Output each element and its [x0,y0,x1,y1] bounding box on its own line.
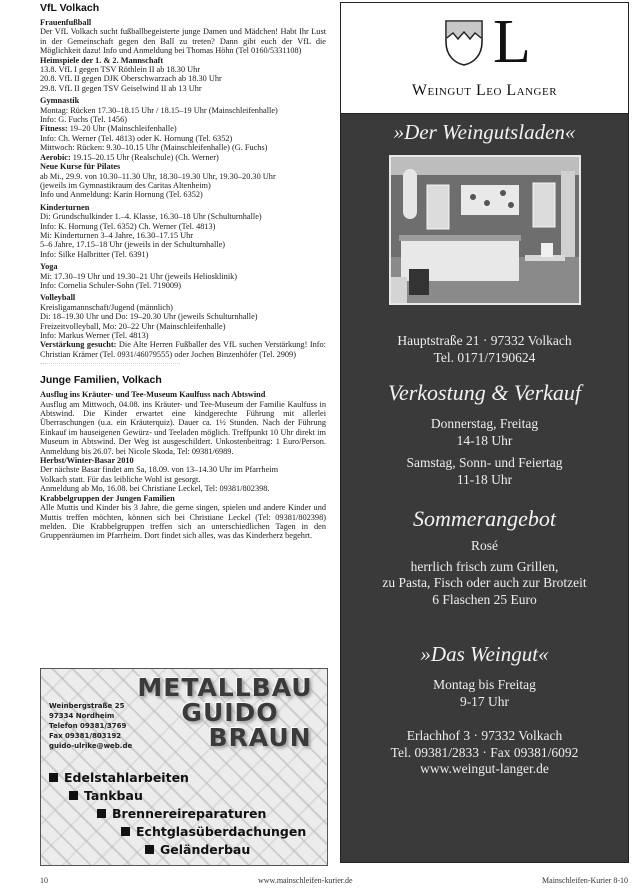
text-line: Mi: 17.30–19 Uhr und 19.30–21 Uhr (jeweils Heliosklinik) [40,271,238,281]
match-line: 29.8. VfL II gegen TSV Geiselwind II ab 13 Uhr [40,83,202,93]
article-heading: Kinderturnen [40,202,90,212]
article-heading: Yoga [40,262,58,272]
text-line: Montag: Rücken 17.30–18.15 Uhr / 18.15–19 Uhr (Mainschleifenhalle) [40,105,278,115]
article-volleyball [40,293,326,359]
article-heading: Krabbelgruppen der Jungen Familien [40,493,175,503]
contact-line: Weinbergstraße 25 [49,702,125,710]
text-line: Di: 18–19.30 Uhr und Do: 19–20.30 Uhr (jeweils Schulturnhalle) [40,312,258,322]
article-heading: Volleyball [40,293,76,303]
contact-line: 97334 Nordheim [49,712,115,720]
service-label: Brennereireparaturen [112,806,267,821]
service-label: Tankbau [84,788,143,803]
logo-letter: L [493,8,531,76]
match-line: 20.8. VfL II gegen DJK Oberschwarzach ab 18.30 Uhr [40,74,222,84]
fitness-text: 19–20 Uhr (Mainschleifenhalle) [67,124,177,134]
article-text: Alle Muttis und Kinder bis 3 Jahre, die gerne singen, spielen und andere Kinder und Muttis treffen möchten, können sich bei Christiane Leckel (Tel: 09381/802398) melden. Die Krabbelgruppen treffen sich an unterschiedlichen Tagen in den Gruppenräumen im Pfarrheim. Dort findet sich alles, was das Kinderherz begehrt. [40,503,326,541]
square-bullet-icon [121,827,130,836]
aerobic-text: 19.15–20.15 Uhr (Realschule) (Ch. Werner) [70,152,219,162]
hours-time: 14-18 Uhr [456,432,513,448]
sommer-line: herrlich frisch zum Grillen, [410,558,559,574]
article-text: Der VfL Volkach sucht fußballbegeisterte junge Damen und Mädchen! Habt Ihr Lust in der Gemeinschaft gegen den Ball zu treten? Dann gibt euch der VfL die Möglichkeit dazu! Info und Anmeldung bei Thomas Höhn (Tel 0160/5331108) [40,27,326,56]
shop-photo [389,155,581,305]
article-heading: Heimspiele der 1. & 2. Mannschaft [40,55,164,65]
article-heading: Gymnastik [40,96,80,106]
service-item [49,823,306,841]
ad-metallbau [40,668,328,866]
verstaerkung-label: Verstärkung gesucht: [40,340,117,350]
text-line: Mittwoch: Rücken: 9.30–10.15 Uhr (Mainschleifenhalle) (G. Fuchs) [40,143,268,153]
square-bullet-icon [145,845,154,854]
weingut-address: Erlachhof 3 · 97332 Volkach [406,728,563,743]
text-line [40,153,326,162]
article-yoga [40,262,326,290]
logo-line: GUIDO [181,698,279,727]
section-title-junge-familien: Junge Familien, Volkach [40,374,162,387]
logo-line: METALLBAU [137,673,313,702]
shop-interior-image [391,157,579,303]
contact-line: Fax 09381/803192 [49,732,122,740]
contact-email: guido-ulrike@web.de [49,742,133,750]
weingut-logo-area [341,3,628,114]
laden-title: »Der Weingutsladen« [393,120,576,144]
text-line: Mi: Kinderturnen 3–4 Jahre, 16.30–17.15 Uhr [40,230,194,240]
article-heading: Neue Kurse für Pilates [40,162,121,172]
logo-line: BRAUN [208,723,312,752]
divider [40,363,180,372]
article-frauenfussball [40,18,326,93]
service-label: Echtglasüberdachungen [136,824,307,839]
shop-phone: Tel. 0171/7190624 [433,349,536,365]
match-line: 13.8. VfL I gegen TSV Röthlein II ab 18.30 Uhr [40,65,201,75]
text-line: Volkach statt. Für das leibliche Wohl ist gesorgt. [40,474,201,484]
text-line: Info und Anmeldung: Karin Hornung (Tel. 6352) [40,190,203,200]
square-bullet-icon [69,791,78,800]
shop-address: Hauptstraße 21 · 97332 Volkach [397,333,572,348]
sommer-offer: 6 Flaschen 25 Euro [432,591,537,607]
weingut-phone-fax: Tel. 09381/2833 · Fax 09381/6092 [390,744,579,760]
text-line: Info: K. Hornung (Tel. 6352) Ch. Werner (Tel. 4813) [40,221,216,231]
text-line: Freizeitvolleyball, Mo: 20–22 Uhr (Mainschleifenhalle) [40,321,226,331]
service-item [49,805,306,823]
service-label: Edelstahlarbeiten [64,770,189,785]
service-item [49,769,306,787]
text-paragraph [40,340,326,359]
metallbau-logo [129,675,321,750]
square-bullet-icon [49,773,58,782]
fitness-label: Fitness: [40,124,68,134]
text-line: 5–6 Jahre, 17.15–18 Uhr (jeweils in der Schulturnhalle) [40,240,226,250]
text-line: (jeweils im Gymnastikraum des Caritas Altenheim) [40,180,211,190]
hours-time: 9-17 Uhr [459,693,510,709]
sommer-title: Sommerangebot [413,506,556,531]
article-heading: Herbst/Winter-Basar 2010 [40,456,134,466]
article-heading: Frauenfußball [40,18,92,27]
issue-label: Mainschleifen-Kurier 8-10 [542,876,628,885]
text-line [40,124,326,133]
hours-days: Montag bis Freitag [433,677,536,692]
article-kinderturnen [40,203,326,259]
weingut-website[interactable]: www.weingut-langer.de [420,761,549,776]
square-bullet-icon [97,809,106,818]
text-line: Info: Cornelia Schuler-Sohn (Tel. 719009) [40,280,181,290]
text-line: Kreisligamannschaft/Jugend (männlich) [40,302,173,312]
text-line: Info: Ch. Werner (Tel. 4813) oder K. Hornung (Tel. 6352) [40,133,233,143]
metallbau-contact [49,701,132,751]
verkostung-title: Verkostung & Verkauf [387,380,582,405]
page-number: 10 [40,876,48,885]
left-column [40,0,326,544]
text-line: Anmeldung ab Mo, 16.08. bei Christiane Leckel, Tel: 09381/802398. [40,484,270,494]
hours-days: Samstag, Sonn- und Feiertag [406,455,563,470]
service-item [49,841,306,859]
footer [0,874,640,888]
ad-weingut [340,2,629,863]
article-gymnastik [40,96,326,199]
hours-time: 11-18 Uhr [456,471,513,487]
footer-website[interactable]: www.mainschleifen-kurier.de [258,876,353,885]
franconian-crest-icon [445,20,483,66]
verstaerkung-text: Die Alte Herren Fußballer des VfL suchen Verstärkung! Info: Christian Krämer (Tel. 0931/46079555) oder Jochen Binzenhöfer (Tel. 2909) [40,340,326,359]
hours-days: Donnerstag, Freitag [430,416,539,431]
section-title-vfl: VfL Volkach [40,2,100,14]
text-line: Di: Grundschulkinder 1.–4. Klasse, 16.30–18 Uhr (Schulturnhalle) [40,212,262,222]
text-line: ab Mi., 29.9. von 10.30–11.30 Uhr, 18.30–19.30 Uhr, 19.30–20.30 Uhr [40,171,276,181]
text-line: Der nächste Basar findet am Sa, 18.09. von 13–14.30 Uhr im Pfarrheim [40,465,279,475]
text-line: Info: Markus Werner (Tel. 4813) [40,331,149,340]
brand-name: Weingut Leo Langer [411,82,558,99]
aerobic-label: Aerobic: [40,152,71,162]
article-ausflug [40,390,326,541]
service-label: Geländerbau [160,842,251,857]
text-line: Info: G. Fuchs (Tel. 1456) [40,115,127,125]
article-heading: Ausflug ins Kräuter- und Tee-Museum Kaulfuss nach Abtswind [40,390,266,400]
text-line: Info: Silke Halbritter (Tel. 6391) [40,249,149,259]
sommer-wine: Rosé [471,538,498,553]
contact-line: Telefon 09381/3769 [49,722,127,730]
metallbau-services [49,769,306,859]
article-text: Ausflug am Mittwoch, 04.08. ins Kräuter- und Tee-Museum der Familie Kaulfuss in Abtswind. Die Kinder erwartet eine kindgerechte Führung mit allerlei Überraschungen (u.a. ein Kräuterquiz). Dauer ca. 1½ Stunden. Nach der Führung Einkauf im hauseigenen Gewürz- und Teeladen möglich. Treffpunkt 10 Uhr direkt im Museum in Abtswind. Der Weg ist ausgeschildert. Unkostenbeitrag: 1 Euro/Person. Anmeldung bis 26.07. bei Nicole Skoda, Tel: 09381/6989. [40,399,326,456]
service-item [49,787,306,805]
sommer-line: zu Pasta, Fisch oder auch zur Brotzeit [382,575,587,590]
weingut-title: »Das Weingut« [420,642,549,666]
